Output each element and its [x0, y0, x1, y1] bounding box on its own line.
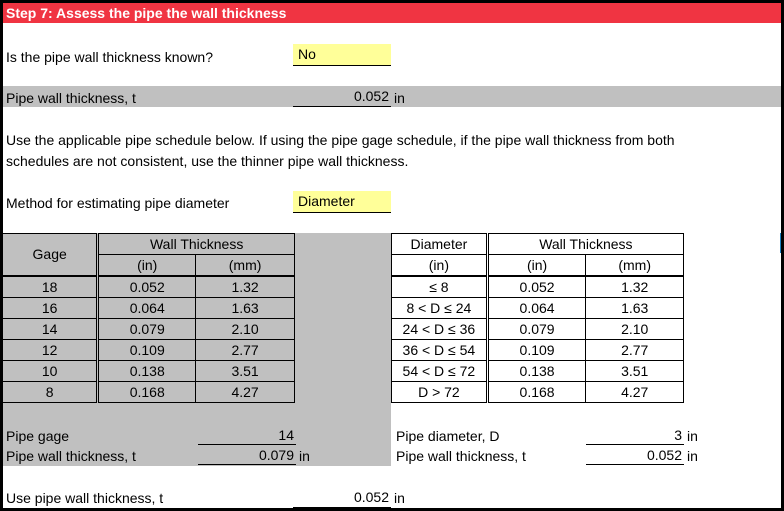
- diameter-cell: 8 < D ≤ 24: [392, 298, 488, 319]
- table-row: [3, 340, 295, 361]
- final-unit: in: [394, 490, 405, 506]
- table-row: [3, 361, 295, 382]
- in-cell: 0.138: [98, 361, 196, 382]
- gage-cell: 8: [3, 382, 98, 403]
- wall-thickness-header: Wall Thickness: [487, 234, 683, 255]
- table-row: [3, 298, 295, 319]
- diameter-cell: 24 < D ≤ 36: [392, 319, 488, 340]
- mm-cell: 1.32: [586, 276, 684, 298]
- table-row: [3, 382, 295, 403]
- pipe-wall-label: Pipe wall thickness, t: [6, 90, 136, 106]
- mm-header: (mm): [196, 255, 295, 277]
- table-row: [392, 298, 684, 319]
- section-title: Step 7: Assess the pipe the wall thickness: [3, 3, 781, 23]
- table-row: [3, 319, 295, 340]
- table-row: [3, 276, 295, 298]
- gage-cell: 12: [3, 340, 98, 361]
- in-cell: 0.109: [98, 340, 196, 361]
- mm-cell: 1.32: [196, 276, 295, 298]
- method-label: Method for estimating pipe diameter: [6, 195, 230, 211]
- in-cell: 0.064: [98, 298, 196, 319]
- mm-cell: 2.10: [196, 319, 295, 340]
- mm-cell: 1.63: [196, 298, 295, 319]
- final-value: 0.052: [293, 488, 391, 508]
- diameter-result-label: Pipe diameter, D: [396, 428, 500, 444]
- diameter-thickness-value: 0.052: [586, 446, 684, 465]
- table-row: [392, 276, 684, 298]
- gage-header: Gage: [3, 234, 98, 277]
- mm-cell: 4.27: [196, 382, 295, 403]
- instruction-line-2: schedules are not consistent, use the thinner pipe wall thickness.: [6, 153, 409, 169]
- diameter-cell: D > 72: [392, 382, 488, 403]
- diameter-result-value: 3: [586, 426, 684, 445]
- in-cell: 0.079: [98, 319, 196, 340]
- method-select[interactable]: Diameter: [293, 191, 391, 213]
- instruction-line-1: Use the applicable pipe schedule below. If using the pipe gage schedule, if the pipe wall thickness from both: [6, 132, 675, 148]
- gage-cell: 14: [3, 319, 98, 340]
- in-cell: 0.064: [487, 298, 586, 319]
- in-cell: 0.168: [98, 382, 196, 403]
- in-cell: 0.052: [98, 276, 196, 298]
- diameter-result-unit: in: [687, 428, 698, 444]
- mm-header: (mm): [586, 255, 684, 277]
- diameter-cell: 36 < D ≤ 54: [392, 340, 488, 361]
- worksheet: [3, 3, 781, 508]
- known-question-label: Is the pipe wall thickness known?: [6, 49, 213, 65]
- diameter-thickness-label: Pipe wall thickness, t: [396, 448, 526, 464]
- diameter-cell: 54 < D ≤ 72: [392, 361, 488, 382]
- gage-result-value: 14: [198, 426, 296, 445]
- diameter-schedule-table: [391, 233, 684, 403]
- wall-thickness-header: Wall Thickness: [98, 234, 295, 255]
- mm-cell: 2.10: [586, 319, 684, 340]
- gage-result-label: Pipe gage: [6, 428, 70, 444]
- table-row: [392, 361, 684, 382]
- gage-thickness-label: Pipe wall thickness, t: [6, 448, 136, 464]
- in-cell: 0.138: [487, 361, 586, 382]
- diameter-unit-header: (in): [392, 255, 488, 277]
- mm-cell: 3.51: [586, 361, 684, 382]
- mm-cell: 4.27: [586, 382, 684, 403]
- diameter-header: Diameter: [392, 234, 488, 255]
- gage-cell: 16: [3, 298, 98, 319]
- gage-thickness-value: 0.079: [198, 446, 296, 465]
- gage-schedule-table: [3, 233, 295, 403]
- cell-selection-marker: [780, 233, 781, 253]
- final-label: Use pipe wall thickness, t: [6, 490, 164, 506]
- in-header: (in): [98, 255, 196, 277]
- gage-cell: 18: [3, 276, 98, 298]
- gage-cell: 10: [3, 361, 98, 382]
- mm-cell: 2.77: [586, 340, 684, 361]
- table-row: [392, 319, 684, 340]
- diameter-cell: ≤ 8: [392, 276, 488, 298]
- diameter-thickness-unit: in: [687, 448, 698, 464]
- table-row: [392, 340, 684, 361]
- mm-cell: 2.77: [196, 340, 295, 361]
- gage-thickness-unit: in: [299, 448, 310, 464]
- mm-cell: 3.51: [196, 361, 295, 382]
- in-cell: 0.168: [487, 382, 586, 403]
- pipe-wall-value: 0.052: [293, 87, 391, 107]
- known-select[interactable]: No: [293, 44, 391, 66]
- mm-cell: 1.63: [586, 298, 684, 319]
- pipe-wall-unit: in: [394, 90, 405, 106]
- in-cell: 0.079: [487, 319, 586, 340]
- table-row: [392, 382, 684, 403]
- in-cell: 0.052: [487, 276, 586, 298]
- in-cell: 0.109: [487, 340, 586, 361]
- in-header: (in): [487, 255, 586, 277]
